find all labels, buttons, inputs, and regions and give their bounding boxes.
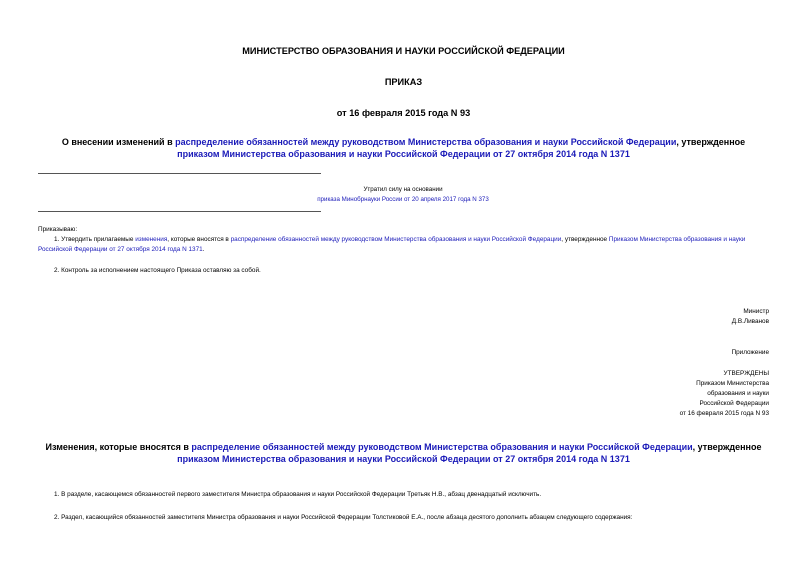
notice-top-divider [38,173,321,174]
ministry-heading: МИНИСТЕРСТВО ОБРАЗОВАНИЯ И НАУКИ РОССИЙСКОЙ ФЕДЕРАЦИИ [242,46,565,56]
order-word: Приказываю: [38,226,78,233]
changes-heading [40,441,767,465]
approval-line-3: Российской Федерации [699,400,769,407]
p1-link-changes[interactable]: изменения [135,236,168,243]
signature-block [732,307,769,327]
approval-line-2: образования и науки [707,390,769,397]
date-number-heading: от 16 февраля 2015 года N 93 [336,108,471,118]
signature-role: Министр [743,308,769,315]
notice-line-1: Утратил силу на основании [363,186,443,193]
changes-mid: , утвержденное [692,442,762,452]
signature-name: Д.В.Ливанов [731,318,769,325]
appendix-label: Приложение [731,349,769,356]
p1-link-distribution[interactable]: распределение обязанностей между руководством Министерства образования и науки Российской Федерации [230,236,562,243]
title-link-order-1371[interactable]: приказом Министерства образования и науки Российской Федерации от 27 октября 2014 года N 1371 [177,149,630,159]
approval-line-1: Приказом Министерства [696,380,769,387]
document-title [40,136,767,160]
notice-link-order-373[interactable]: приказа Минобрнауки России от 20 апреля 2017 года N 373 [317,196,489,203]
approval-line-4: от 16 февраля 2015 года N 93 [679,410,769,417]
title-link-distribution[interactable]: распределение обязанностей между руководством Министерства образования и науки Российской Федерации [175,137,677,147]
title-mid: , утвержденное [676,137,746,147]
title-prefix: О внесении изменений в [61,137,176,147]
changes-link-distribution[interactable]: распределение обязанностей между руководством Министерства образования и науки Российской Федерации [191,442,693,452]
changes-link-order-1371[interactable]: приказом Министерства образования и науки Российской Федерации от 27 октября 2014 года N 1371 [177,454,630,464]
p1-link-order-1371[interactable]: Приказом Министерства образования и науки Российской Федерации от 27 октября 2014 года N 1371 [38,236,746,253]
approval-block [680,369,769,419]
change-item-1: 1. В разделе, касающемся обязанностей первого заместителя Министра образования и науки Российской Федерации Третьяк Н.В., абзац двенадцатый исключить. [54,491,542,498]
p1-mid: , которые вносятся в [167,236,231,243]
approved-word: УТВЕРЖДЕНЫ [723,370,769,377]
paragraph-1 [38,235,770,254]
p1-end: . [202,245,205,253]
notice-bottom-divider [38,211,321,212]
p1-prefix: 1. Утвердить прилагаемые [54,236,136,243]
notice-block [38,185,768,205]
doc-type-heading: ПРИКАЗ [384,77,423,87]
changes-prefix: Изменения, которые вносятся в [45,442,192,452]
paragraph-2: 2. Контроль за исполнением настоящего Приказа оставляю за собой. [54,267,261,274]
change-item-2: 2. Раздел, касающийся обязанностей заместителя Министра образования и науки Российской Федерации Толстиковой Е.А., после абзаца десятого дополнить абзацем следующего содержания: [54,514,633,521]
p1-mid-2: , утвержденное [561,236,609,243]
